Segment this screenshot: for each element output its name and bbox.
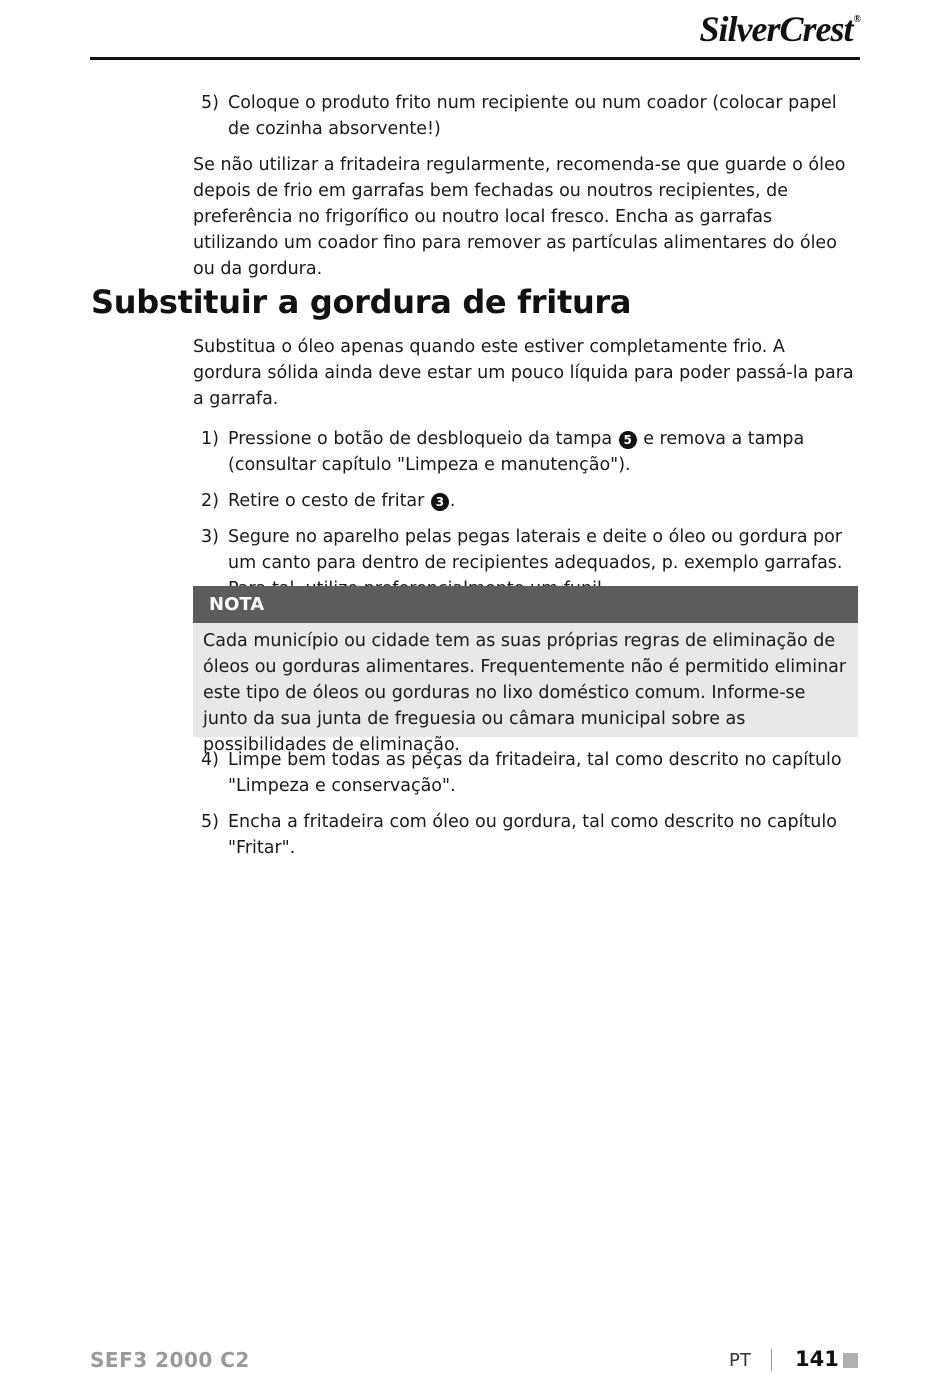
storage-paragraph: Se não utilizar a fritadeira regularmente, recomenda-se que guarde o óleo depois de frio em garrafas bem fechadas ou noutros recipientes, de preferência no frigorífico ou noutro local fresco. Encha as garrafas utilizando um coador fino para remover as partículas alimentares do óleo ou da gordura. xyxy=(193,155,846,279)
note-header: NOTA xyxy=(193,586,858,623)
step-number: 5) xyxy=(201,812,219,832)
step-text: Pressione o botão de desbloqueio da tampa xyxy=(228,429,618,449)
list-item xyxy=(193,809,858,861)
model-number: SEF3 2000 C2 xyxy=(90,1348,250,1372)
footer-divider xyxy=(771,1349,772,1371)
header-rule xyxy=(90,57,860,60)
step-text: . xyxy=(449,491,456,511)
step-number: 5) xyxy=(201,93,219,113)
section-intro: Substitua o óleo apenas quando este estiver completamente frio. A gordura sólida ainda deve estar um pouco líquida para poder passá-la para a garrafa. xyxy=(193,337,854,409)
section-body xyxy=(193,334,858,602)
step-number: 3) xyxy=(201,527,219,547)
silvercrest-logo: SilverCrest® xyxy=(699,9,860,49)
list-item xyxy=(193,488,858,514)
part-marker-icon: 5 xyxy=(619,431,637,449)
step-text: Encha a fritadeira com óleo ou gordura, tal como descrito no capítulo "Fritar". xyxy=(228,812,837,858)
list-item xyxy=(193,747,858,799)
step-text: Limpe bem todas as peças da fritadeira, tal como descrito no capítulo "Limpeza e conservação". xyxy=(228,750,842,796)
step-number: 2) xyxy=(201,491,219,511)
page-number: 141 xyxy=(795,1347,839,1371)
step-text: Retire o cesto de fritar xyxy=(228,491,430,511)
list-item xyxy=(193,90,858,142)
footer-square-icon xyxy=(843,1353,858,1368)
step-number: 4) xyxy=(201,750,219,770)
section-body-continued xyxy=(193,747,858,861)
note-body: Cada município ou cidade tem as suas próprias regras de eliminação de óleos ou gorduras alimentares. Frequentemente não é permitido eliminar este tipo de óleos ou gorduras no lixo doméstico comum. Informe-se junto da sua junta de freguesia ou câmara municipal sobre as possibilidades de eliminação. xyxy=(193,623,858,737)
step-text: Segure no aparelho pelas pegas laterais e deite o óleo ou gordura por um canto para dentro de recipientes adequados, p. exemplo garrafas. xyxy=(228,527,843,573)
step-text: Coloque o produto frito num recipiente ou num coador (colocar papel de cozinha absorvente!) xyxy=(228,93,837,139)
part-marker-icon: 3 xyxy=(431,493,449,511)
list-item xyxy=(193,426,858,478)
language-code: PT xyxy=(729,1350,751,1371)
step-number: 1) xyxy=(201,429,219,449)
section-heading: Substituir a gordura de fritura xyxy=(91,283,632,321)
step-text: e remova a tampa (consultar capítulo "Limpeza e manutenção"). xyxy=(228,429,805,475)
intro-block xyxy=(193,90,858,282)
